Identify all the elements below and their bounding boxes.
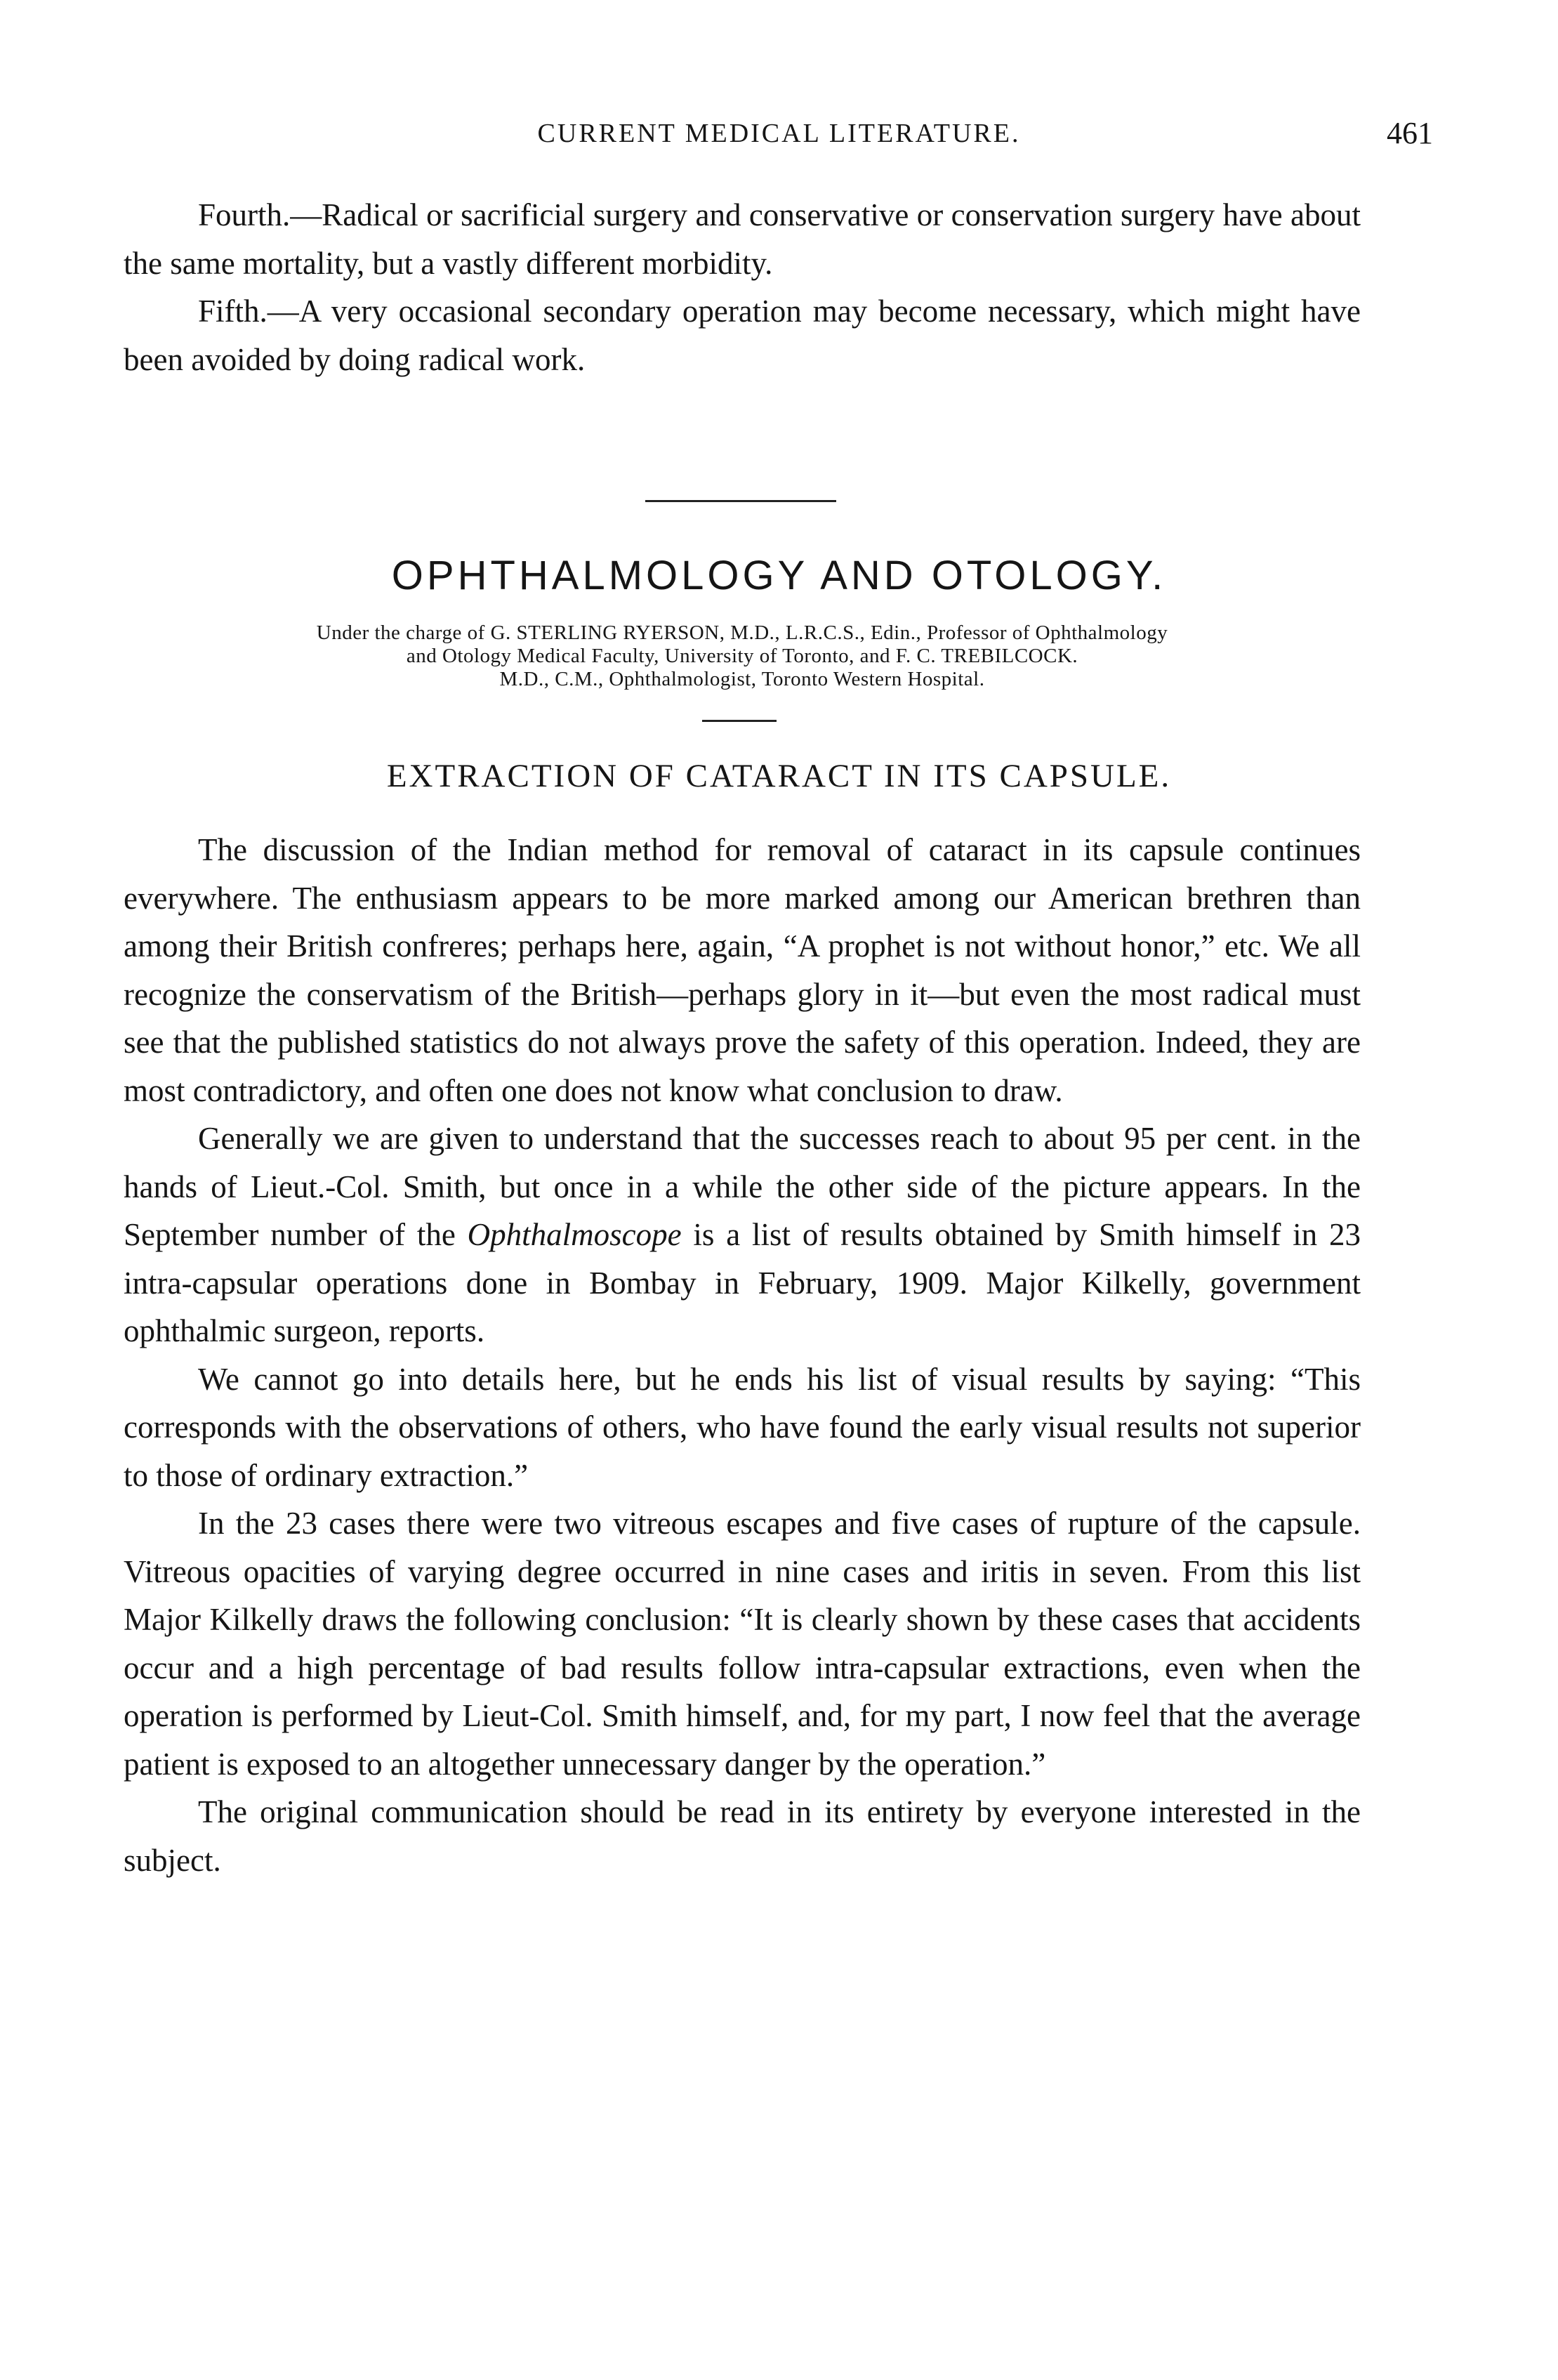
paragraph-1: The discussion of the Indian method for removal of cataract in its capsule continues everywhere. The enthusiasm appears to be more marked among our American brethren than among their British confreres; perhaps here, again, “A prophet is not without honor,” etc. We all recognize the conservatism of the British—perhaps glory in it—but even the most radical must see that the published statistics do not always prove the safety of this operation. Indeed, they are most contradictory, and often one does not know what conclusion to draw.: [124, 832, 1361, 1108]
page-number: 461: [1387, 116, 1433, 150]
page-header: [0, 109, 1558, 158]
paragraph-2-start: Generally we are given to understand that the successes reach to about 95 per cent. in the hands of Lieut.-Col. Smith, but once in a while the other side of the picture appears. In the September number of the: [124, 1121, 1361, 1252]
article-body: [124, 826, 1361, 1884]
editors-line-2: and Otology Medical Faculty, University of Toronto, and F. C. TREBILCOCK.: [406, 645, 1078, 667]
article-title: EXTRACTION OF CATARACT IN ITS CAPSULE.: [386, 758, 1172, 794]
editors-line-3: M.D., C.M., Ophthalmologist, Toronto Western Hospital.: [499, 668, 985, 690]
paragraph-5: The original communication should be read in its entirety by everyone interested in the subject.: [124, 1794, 1361, 1878]
running-head: CURRENT MEDICAL LITERATURE.: [537, 119, 1021, 148]
section-divider: [645, 500, 836, 502]
section-title: OPHTHALMOLOGY AND OTOLOGY.: [391, 553, 1167, 598]
paragraph-2-end: is a list of results obtained by Smith himself in 23 intra-capsular operations done in Bombay in February, 1909. Major Kilkelly, government ophthalmic surgeon, reports.: [124, 1217, 1361, 1348]
section-editors: [124, 622, 1361, 691]
top-paragraphs: [124, 191, 1361, 383]
journal-title: Ophthalmoscope: [467, 1217, 682, 1252]
paragraph-4: In the 23 cases there were two vitreous escapes and five cases of rupture of the capsule. Vitreous opacities of varying degree occurred in nine cases and iritis in seven. From this list Major Kilkelly draws the following conclusion: “It is clearly shown by these cases that accidents occur and a high percentage of bad results follow intra-capsular extractions, even when the operation is performed by Lieut-Col. Smith himself, and, for my part, I now feel that the average patient is exposed to an altogether unnecessary danger by the operation.”: [124, 1506, 1361, 1782]
paragraph-fourth: Fourth.—Radical or sacrificial surgery and conservative or conservation surgery have about the same mortality, but a vastly different morbidity.: [124, 197, 1361, 281]
paragraph-fifth: Fifth.—A very occasional secondary operation may become necessary, which might have been avoided by doing radical work.: [124, 294, 1361, 377]
short-divider: [702, 720, 777, 722]
paragraph-2: [124, 1115, 1361, 1355]
paragraph-3: We cannot go into details here, but he ends his list of visual results by saying: “This corresponds with the observations of others, who have found the early visual results not superior to those of ordinary extraction.”: [124, 1361, 1361, 1493]
editors-line-1: Under the charge of G. STERLING RYERSON, M.D., L.R.C.S., Edin., Professor of Ophthalmology: [316, 622, 1168, 644]
